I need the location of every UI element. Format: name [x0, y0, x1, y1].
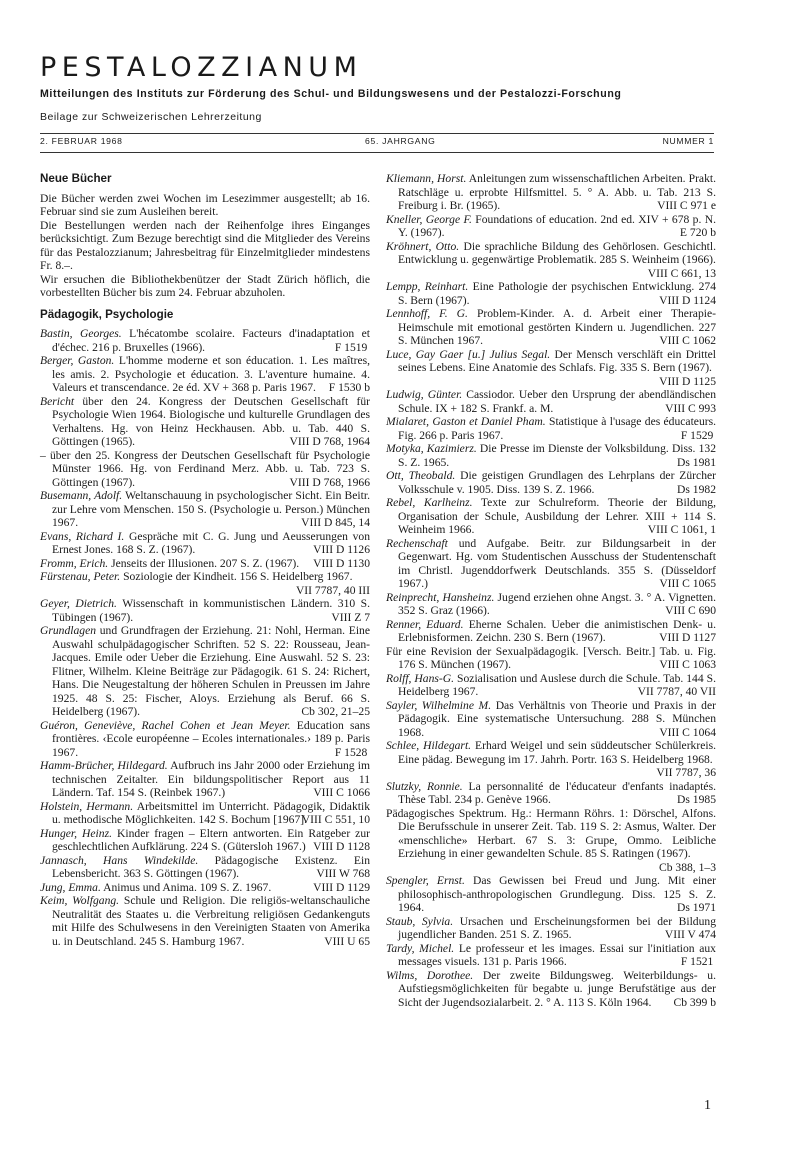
entry-shelfmark: Ds 1985 — [677, 793, 716, 806]
entry-shelfmark: F 1519 — [334, 340, 368, 354]
entry-shelfmark: VIII D 1124 — [659, 293, 716, 307]
entry-author: Hamm-Brücher, Hildegard. — [40, 759, 168, 772]
entry-text: Wissenschaft in kommunistischen Ländern. 310 S. Tübingen (1967). — [52, 597, 370, 624]
entry-text: L'hécatombe scolaire. Facteurs d'inadaptation et d'échec. 216 p. Bruxelles (1966). — [52, 327, 370, 354]
entry-text: Arbeitsmittel im Unterricht. Pädagogik, Didaktik u. methodische Möglichkeiten. 142 S. Bochum [1967]. — [52, 799, 370, 826]
entry-author: Hunger, Heinz. — [40, 826, 112, 840]
entry-shelfmark: VIII V 474 — [664, 928, 716, 941]
masthead-title: PESTALOZZIANUM — [40, 52, 363, 83]
entry-text: und Aufgabe. Beitr. zur Bildungsarbeit in der Gegenwart. Hg. vom Studentischen Ausschuss der Studentenschaft im Christl. Jugenddorfwerk Deutschlands. 355 S. (Düsseldorf 1967.) — [398, 536, 716, 590]
bibliography-entry — [386, 915, 716, 942]
bibliography-entry — [386, 874, 716, 915]
issue-number: NUMMER 1 — [662, 136, 714, 146]
bibliography-entry — [386, 213, 716, 240]
entry-shelfmark: VII 7787, 36 — [656, 766, 716, 779]
entry-shelfmark: VIII D 1130 — [313, 556, 370, 570]
bibliography-entry — [40, 489, 370, 530]
entry-text: Soziologie der Kindheit. 156 S. Heidelberg 1967. — [123, 570, 353, 583]
header-rule-bottom — [40, 152, 714, 153]
entry-author: Sayler, Wilhelmine M. — [386, 698, 492, 712]
entry-shelfmark: VIII U 65 — [324, 934, 370, 948]
entry-shelfmark: F 1521 — [680, 955, 714, 968]
entry-shelfmark: F 1528 — [334, 745, 368, 759]
entry-text: La personnalité de l'éducateur d'enfants inadaptés. Thèse Tabl. 234 p. Genève 1966. — [398, 779, 716, 806]
news-paragraph: Die Bücher werden zwei Wochen im Lesezimmer ausgestellt; ab 16. Februar sind sie zum Ausleihen bereit. — [40, 191, 370, 218]
entry-text: Texte zur Schulreform. Theorie der Bildung, Organisation der Schule, Ausbildung der Lehrer. XIII + 114 S. Weinheim 1966. — [398, 496, 716, 536]
bibliography-entry — [40, 894, 370, 948]
entry-author: Grundlagen — [40, 624, 97, 637]
entry-author: Rebel, Karlheinz. — [386, 496, 473, 509]
entry-shelfmark: VIII C 1062 — [659, 334, 716, 347]
bibliography-entry — [386, 348, 716, 389]
bibliography-entry — [386, 699, 716, 740]
bibliography-entry — [386, 240, 716, 281]
bibliography-entry — [40, 570, 370, 597]
bibliography-entry — [386, 280, 716, 307]
right-column — [386, 172, 716, 1009]
entry-text: Animus und Anima. 109 S. Z. 1967. — [103, 880, 272, 894]
entry-author: Slutzky, Ronnie. — [386, 779, 463, 793]
entry-author: Renner, Eduard. — [386, 617, 464, 631]
entry-text: Schule und Religion. Die religiös-weltanschauliche Neutralität des Staates u. die Verbreitung religiösen Gedankenguts mit Hilfe des Schulwesens in den Vereinigten Staaten von Amerika u. in Deutschland. 245 S. Hamburg 1967. — [52, 894, 371, 948]
bibliography-entry — [386, 807, 716, 875]
entry-author: Wilms, Dorothee. — [386, 968, 474, 982]
bibliography-entry — [40, 827, 370, 854]
entry-text: Eherne Schalen. Ueber die animistischen Denk- u. Erlebnisformen. Zeichn. 230 S. Bern (1967). — [398, 617, 716, 644]
entry-shelfmark: Ds 1982 — [677, 482, 716, 496]
entry-text: Weltanschauung in psychologischer Sicht. Ein Beitr. zur Lehre vom Menschen. 150 S. (Psychologie u. Person.) München 1967. — [52, 489, 370, 529]
entry-author: Berger, Gaston. — [40, 354, 115, 367]
entry-author: Kneller, George F. — [386, 212, 472, 226]
entry-text: L'homme moderne et son éducation. 1. Les maîtres, les amis. 2. Psychologie et éducation. 3. L'aventure humaine. 4. Valeurs et transcendance. 2e éd. XV + 368 p. Paris 1967. — [52, 354, 371, 394]
entry-text: Der Mensch verschläft ein Drittel seines Lebens. Eine Anatomie des Schlafs. Fig. 335 S. Bern (1967). — [398, 347, 716, 374]
entry-text: Foundations of education. 2nd ed. XIV + 678 p. N. Y. (1967). — [398, 212, 716, 239]
bibliography-entry — [386, 307, 716, 348]
page-number: 1 — [704, 1098, 711, 1113]
issue-volume: 65. JAHRGANG — [365, 136, 436, 146]
entry-author: Mialaret, Gaston et Daniel Pham. — [386, 415, 546, 428]
entry-text: Anleitungen zum wissenschaftlichen Arbeiten. Prakt. Ratschläge u. erprobte Hilfsmittel. 5. ° A. Abb. u. Tab. 213 S. Freiburg i. Br. (1965). — [398, 172, 716, 212]
entry-shelfmark: VIII D 1126 — [313, 543, 370, 556]
entry-shelfmark: Cb 388, 1–3 — [658, 860, 716, 874]
issue-date: 2. FEBRUAR 1968 — [40, 136, 123, 146]
entry-shelfmark: VIII C 1063 — [659, 658, 716, 671]
entry-author: Kliemann, Horst. — [386, 172, 467, 185]
bibliography-entry — [40, 557, 370, 571]
entry-text: Statistique à l'usage des éducateurs. Fig. 266 p. Paris 1967. — [398, 415, 717, 442]
bibliography-entry — [386, 645, 716, 672]
entry-author: Schlee, Hildegart. — [386, 739, 472, 752]
entry-author: Jung, Emma. — [40, 880, 101, 894]
entry-text: und Grundfragen der Erziehung. 21: Nohl, Herman. Eine Auswahl schulpädagogischer Schriften. 52 S. 22: Rousseau, Jean-Jacques. Emile oder Ueber die Erziehung. Eine Auswahl. 52 S. 23: Flitner, Wilhelm. Kleine Beiträge zur Pädagogik. 61 S. 24: Richert, Hans. Die Neugestaltung der höheren Schulen in Preussen im Jahre 1925. 48 S. 25: Fischer, Aloys. Erziehung als Beruf. 66 S. Heidelberg (1967). — [52, 624, 370, 718]
bibliography-list-right — [386, 172, 716, 1009]
bibliography-entry — [386, 172, 716, 213]
entry-shelfmark: VIII Z 7 — [331, 610, 370, 624]
bibliography-entry — [386, 537, 716, 591]
entry-author: Staub, Sylvia. — [386, 914, 454, 928]
entry-shelfmark: Cb 302, 21–25 — [301, 705, 370, 718]
entry-text: Gespräche mit C. G. Jung und Aeusserungen von Ernest Jones. 168 S. Z. (1967). — [52, 529, 370, 556]
bibliography-entry — [40, 597, 370, 624]
entry-shelfmark: Cb 399 b — [673, 995, 716, 1009]
entry-text: Jenseits der Illusionen. 207 S. Z. (1967). — [111, 556, 300, 570]
bibliography-entry — [40, 854, 370, 881]
bibliography-list-left — [40, 327, 370, 948]
bibliography-entry — [40, 800, 370, 827]
bibliography-entry — [386, 388, 716, 415]
bibliography-entry — [386, 442, 716, 469]
entry-shelfmark: VIII D 1128 — [313, 840, 370, 853]
entry-text: Aufbruch ins Jahr 2000 oder Erziehung im technischen Zeitalter. Ein bildungspolitischer Report aus 11 Ländern. Taf. 154 S. (Reinbek 1967.) — [52, 759, 370, 799]
entry-author: Jannasch, Hans Windekilde. — [40, 853, 199, 867]
bibliography-entry — [40, 759, 370, 800]
news-paragraph: Die Bestellungen werden nach der Reihenfolge ihres Einganges berücksichtigt. Zum Bezuge berechtigt sind die Mitglieder des Vereins für das Pestalozzianum; Jahresbeitrag für Einzelmitglieder mindestens Fr. 8.–. — [40, 218, 370, 272]
entry-shelfmark: VIII C 1065 — [659, 577, 716, 590]
news-paragraph: Wir ersuchen die Bibliothekbenützer der Stadt Zürich höflich, die vorbestellten Bücher bis zum 24. Februar abzuholen. — [40, 272, 370, 299]
bibliography-entry — [40, 354, 370, 395]
entry-shelfmark: VIII D 1127 — [659, 631, 716, 644]
entry-text: Problem-Kinder. A. d. Arbeit einer Therapie-Heimschule mit emotional gestörten Kindern u. Jugendlichen. 227 S. München 1967. — [398, 307, 716, 347]
entry-shelfmark: E 720 b — [679, 226, 716, 239]
entry-text: Education sans frontières. ‹Ecole européenne – Ecoles internationales.› 189 p. Paris 1967. — [52, 718, 371, 759]
entry-shelfmark: VIII C 1064 — [659, 725, 716, 739]
entry-shelfmark: VIII W 768 — [316, 867, 370, 880]
entry-text: Ursachen und Erscheinungsformen bei der Bildung jugendlicher Banden. 251 S. Z. 1965. — [398, 914, 716, 941]
entry-author: Ott, Theobald. — [386, 469, 456, 482]
masthead-subtitle: Mitteilungen des Instituts zur Förderung des Schul- und Bildungswesens und der Pestalozzi-Forschung — [40, 88, 622, 100]
entry-author: Lennhoff, F. G. — [386, 307, 468, 320]
entry-shelfmark: VIII C 971 e — [657, 199, 716, 212]
entry-author: Geyer, Dietrich. — [40, 597, 117, 610]
bibliography-entry — [386, 942, 716, 969]
entry-author: Luce, Gay Gaer [u.] Julius Segal. — [386, 347, 551, 361]
bibliography-entry — [386, 739, 716, 780]
bibliography-entry — [40, 327, 370, 354]
section-heading: Pädagogik, Psychologie — [40, 307, 174, 321]
entry-text: Eine Pathologie der psychischen Entwicklung. 274 S. Bern (1967). — [398, 280, 717, 307]
entry-shelfmark: VIII D 768, 1964 — [289, 435, 370, 448]
entry-text: Die geistigen Grundlagen des Lehrplans der Zürcher Volksschule v. 1905. Diss. 139 S. Z. 1966. — [398, 469, 716, 496]
entry-text: Für eine Revision der Sexualpädagogik. [Versch. Beitr.] Tab. u. Fig. 176 S. München (1967). — [386, 644, 716, 671]
entry-author: Lempp, Reinhart. — [386, 280, 469, 293]
entry-author: Motyka, Kazimierz. — [386, 442, 477, 455]
entry-text: – über den 25. Kongress der Deutschen Gesellschaft für Psychologie Münster 1966. Hg. von Ferdinand Merz. Abb. u. Tab. 723 S. Göttingen (1967). — [40, 448, 370, 489]
entry-shelfmark: VIII C 1061, 1 — [647, 523, 716, 536]
entry-author: Spengler, Ernst. — [386, 874, 465, 887]
bibliography-entry — [40, 530, 370, 557]
entry-shelfmark: VIII C 993 — [665, 401, 716, 415]
entry-author: Guéron, Geneviève, Rachel Cohen et Jean Meyer. — [40, 718, 291, 732]
entry-text: über den 24. Kongress der Deutschen Gesellschaft für Psychologie Wien 1964. Biologische und kulturelle Grundlagen des Verhaltens. Hg. von Heinz Heckhausen. Abb. u. Tab. 440 S. Göttingen (1965). — [52, 394, 370, 448]
bibliography-entry — [40, 881, 370, 895]
bibliography-entry — [40, 719, 370, 760]
entry-text: Pädagogische Existenz. Ein Lebensbericht. 363 S. Göttingen (1967). — [52, 853, 371, 880]
entry-text: Sozialisation und Auslese durch die Schule. Tab. 144 S. Heidelberg 1967. — [398, 671, 716, 698]
entry-shelfmark: Ds 1981 — [677, 455, 716, 469]
entry-shelfmark: F 1529 — [680, 428, 714, 442]
entry-shelfmark: Ds 1971 — [677, 901, 716, 914]
bibliography-entry — [40, 624, 370, 719]
bibliography-entry — [386, 780, 716, 807]
bibliography-entry — [40, 449, 370, 490]
entry-shelfmark: VIII C 551, 10 — [301, 813, 370, 826]
entry-text: Le professeur et les images. Essai sur l'initiation aux messages visuels. 131 p. Paris 1966. — [398, 941, 716, 968]
bibliography-entry — [386, 969, 716, 1010]
entry-author: Holstein, Hermann. — [40, 799, 134, 813]
entry-shelfmark: VIII D 1129 — [313, 880, 370, 894]
entry-text: Das Gewissen bei Freud und Jung. Mit einer philosophisch-anthropologischen Grundlegung. Diss. 125 S. Z. 1964. — [398, 874, 716, 914]
entry-author: Keim, Wolfgang. — [40, 894, 120, 907]
entry-text: Die Presse im Dienste der Volksbildung. Diss. 132 S. Z. 1965. — [398, 442, 716, 469]
news-heading: Neue Bücher — [40, 172, 112, 185]
entry-shelfmark: VIII C 1066 — [313, 786, 370, 799]
bibliography-entry — [386, 672, 716, 699]
entry-text: Die sprachliche Bildung des Gehörlosen. Geschichtl. Entwicklung u. gegenwärtige Problematik. 285 S. Weinheim (1966). — [398, 239, 716, 266]
bibliography-entry — [386, 618, 716, 645]
entry-text: Pädagogisches Spektrum. Hg.: Hermann Röhrs. 1: Dörschel, Alfons. Die Berufsschule in unserer Zeit. Tab. 119 S. 2: Asmus, Walter. Der «menschliche» Herbart. 67 S. 3: Grupe, Ommo. Leibliche Erziehung in einer gewandelten Schule. 85 S. Ratingen (1967). — [386, 806, 716, 860]
entry-author: Ludwig, Günter. — [386, 388, 463, 401]
entry-text: Das Verhältnis von Theorie und Praxis in der Pädagogik. Eine systematische Untersuchung. 288 S. München 1968. — [398, 698, 716, 739]
entry-author: Tardy, Michel. — [386, 941, 455, 955]
entry-author: Rechenschaft — [386, 536, 448, 550]
entry-text: Erhard Weigel und sein süddeutscher Schülerkreis. Eine pädag. Bewegung im 17. Jahrh. Portr. 163 S. Heidelberg 1968. — [398, 739, 716, 766]
entry-author: Busemann, Adolf. — [40, 489, 123, 502]
entry-author: Fromm, Erich. — [40, 556, 109, 570]
entry-shelfmark: VIII D 1125 — [659, 374, 716, 388]
entry-shelfmark: VIII C 661, 13 — [647, 266, 716, 280]
bibliography-entry — [386, 415, 716, 442]
entry-author: Rolff, Hans-G. — [386, 671, 455, 685]
header-rule-top — [40, 133, 714, 134]
entry-author: Kröhnert, Otto. — [386, 239, 460, 253]
entry-shelfmark: VIII D 845, 14 — [301, 516, 370, 529]
entry-author: Bastin, Georges. — [40, 327, 122, 340]
entry-shelfmark: VIII C 690 — [665, 604, 716, 617]
entry-text: Cassiodor. Ueber den Ursprung der abendländischen Schule. IX + 182 S. Frankf. a. M. — [398, 388, 716, 415]
bibliography-entry — [386, 496, 716, 537]
entry-text: Der zweite Bildungsweg. Weiterbildungs- u. Aufstiegsmöglichkeiten für begabte u. junge Berufstätige aus der Sicht der Jugendsozialarbeit. 2. ° A. 113 S. Köln 1964. — [398, 968, 716, 1009]
entry-shelfmark: F 1530 b — [328, 381, 370, 394]
entry-text: Kinder fragen – Eltern antworten. Ein Ratgeber zur geschlechtlichen Aufklärung. 224 S. (Gütersloh 1967.) — [52, 826, 370, 853]
entry-author: Evans, Richard I. — [40, 529, 125, 543]
entry-shelfmark: VII 7787, 40 VII — [637, 685, 716, 698]
bibliography-entry — [386, 591, 716, 618]
entry-author: Bericht — [40, 394, 75, 408]
entry-text: Jugend erziehen ohne Angst. 3. ° A. Vignetten. 352 S. Graz (1966). — [398, 590, 716, 617]
left-column — [40, 172, 370, 948]
bibliography-entry — [386, 469, 716, 496]
entry-author: Reinprecht, Hansheinz. — [386, 590, 495, 604]
entry-shelfmark: VIII D 768, 1966 — [289, 475, 370, 489]
bibliography-entry — [40, 395, 370, 449]
entry-shelfmark: VII 7787, 40 III — [295, 583, 370, 597]
masthead-supplement: Beilage zur Schweizerischen Lehrerzeitung — [40, 111, 262, 123]
entry-author: Fürstenau, Peter. — [40, 570, 121, 583]
